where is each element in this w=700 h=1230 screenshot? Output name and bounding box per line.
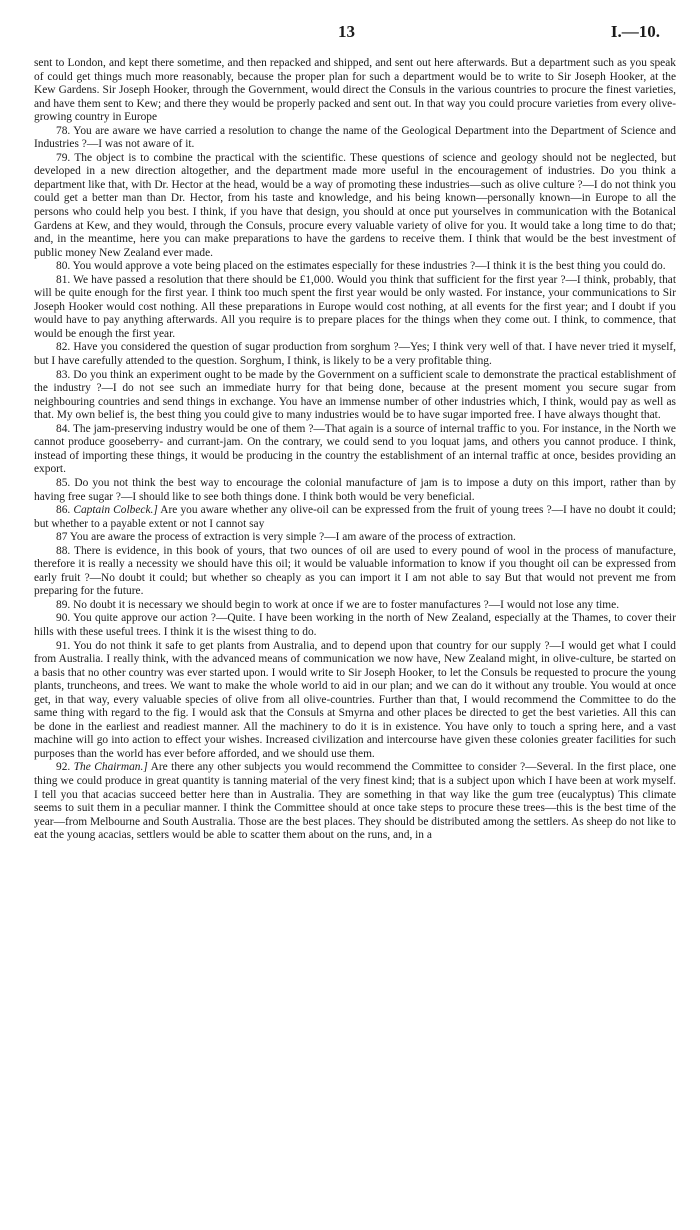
page-header [0,22,700,46]
paragraph-q90: 90. You quite approve our action ?—Quite. I have been working in the north of New Zealand, especially at the Thames, to cover their hills with these useful trees. I think it is the wisest thing to do. [34,612,676,638]
paragraph-q85: 85. Do you not think the best way to encourage the colonial manufacture of jam is to impose a duty on this import, rather than by having free sugar ?—I should like to see both things done. I think both would be very beneficial. [34,476,676,503]
paragraph-text: Are there any other subjects you would recommend the Committee to consider ?—Several. In the first place, one thing we could produce in great quantity is tanning material of the very finest kind; that is a subject upon which I have been at work myself. I tell you that acacias succeed better here than in Australia. They are something in that way like the gum tree (eucalyptus) This climate seems to suit them in a peculiar manner. I think the Committee should at once take steps to procure these trees—this is the best time of the year—from Melbourne and South Australia. Those are the best places. They should be distributed among the settlers. As sheep do not like to eat the young acacias, settlers would be able to scatter them about on the runs, and, in a [34,761,676,842]
paragraph-q91: 91. You do not think it safe to get plants from Australia, and to depend upon that country for our supply ?—I would get what I could from Australia. I really think, with the advanced means of communication we now have, New Zealand might, in olive-culture, be started on a basis that no other country was ever started upon. I would write to Sir Joseph Hooker, to let the Consuls be requested to procure the young plants, truncheons, and trees. We want to make the whole world to aid in our plan; and we can do it without any trouble. You would at once get, in that way, every valuable species of olive from all olive-countries. Further than that, I would recommend the Committee to do the same thing with regard to the fig. I would ask that the Consuls at Smyrna and other places be directed to get the best varieties. All this can be done in the earliest and readiest manner. All the machinery to do it is in existence. You have only to touch a spring here, and a vast machine will go into action to effect your wishes. Increased civilization and intercourse have given these colonies greater facilities for such purposes than the world has ever before afforded, and we should use them. [34,639,676,760]
paragraph-q78: 78. You are aware we have carried a resolution to change the name of the Geological Department into the Department of Science and Industries ?—I was not aware of it. [34,124,676,151]
paragraph-q79: 79. The object is to combine the practical with the scientific. These questions of science and geology should not be neglected, but developed in a new direction altogether, and the department made more useful in the encouragement of industries. Do you think a department like that, with Dr. Hector at the head, would be a way of promoting these industries—such as olive culture ?—I do not think you could get a better man than Dr. Hector, from his taste and knowledge, and his being known—personally known—in Europe to all the persons who could help you best. I think, if you have that design, you should at once put yourselves in communication with the Botanical Gardens at Kew, and they would, through the Consuls, procure every valuable variety of olive for you. It would take a long time to do that; and, in the meantime, here you can make preparations to have the gardens to receive them. I think that would be the best investment of public money New Zealand ever made. [34,151,676,259]
paper-reference: I.—10. [610,22,660,41]
evidence-body [34,57,676,843]
paragraph-q92 [34,761,676,842]
paragraph-q82: 82. Have you considered the question of sugar production from sorghum ?—Yes; I think very well of that. I have never tried it myself, but I have carefully attended to the question. Sorghum, I think, is likely to be a very profitable thing. [34,341,676,368]
paragraph-q86 [34,504,676,531]
paragraph-q89: 89. No doubt it is necessary we should begin to work at once if we are to foster manufactures ?—I would not lose any time. [56,598,620,611]
paragraph-continuation: sent to London, and kept there sometime, and then repacked and shipped, and sent out here afterwards. But a department such as you speak of could get things much more reasonably, because the proper plan for such a department would be to write to Sir Joseph Hooker, at the Kew Gardens. Sir Joseph Hooker, through the Government, would direct the Consuls in the various countries to procure the finest varieties, and have them sent to Kew; and there they would be properly packed and sent out. In that way you could procure varieties from every olive-growing country in Europe [34,57,676,124]
paragraph-q80: 80. You would approve a vote being placed on the estimates especially for these industries ?—I think it is the best thing you could do. [56,260,666,273]
question-number: 86. [56,504,74,517]
speaker-name: The Chairman.] [73,761,148,774]
paragraph-q83: 83. Do you think an experiment ought to be made by the Government on a sufficient scale to demonstrate the practical establishment of the industry ?—I do not see such an immediate hurry for that being done, because at the present moment you secure sugar from neighbouring countries and send things in exchange. You have an immense number of other industries which, I think, would pay as well as that. My own belief is, the best thing you could give to many industries would be to have sugar imported free. I have always thought that. [34,368,676,422]
paragraph-text: Are you aware whether any olive-oil can be expressed from the fruit of young trees ?—I have no doubt it could; but whether to a payable extent or not I cannot say [34,504,677,530]
paragraph-q84: 84. The jam-preserving industry would be one of them ?—That again is a source of internal traffic to you. For instance, in the North we cannot produce gooseberry- and currant-jam. On the contrary, we could send to you loquat jams, and others you cannot produce. I think, instead of importing these things, it would be producing in the country the establishment of an internal traffic at once, besides providing an export. [34,422,676,476]
page-number: 13 [338,22,355,41]
question-number: 92. [56,761,74,774]
paragraph-q81: 81. We have passed a resolution that there should be £1,000. Would you think that sufficient for the first year ?—I think, probably, that will be quite enough for the first year. I think too much spent the first year would be only wasted. For instance, your communications to Sir Joseph Hooker would cost nothing. All these preparations in Europe would cost nothing, at all events for the first year; and I doubt if you would have to pay anything afterwards. All you require is to prepare places for the things when they come out. I think, to commence, that would be enough the first year. [34,273,676,340]
paragraph-q88: 88. There is evidence, in this book of yours, that two ounces of oil are used to every pound of wool in the process of manufacture, therefore it is really a necessity we should have this oil; it would be valuable information to know if you thought oil can be expressed from early fruit ?—No doubt it could; but whether so cheaply as you can import it I am not able to say But that would not prevent me from preparing for the future. [34,544,676,598]
speaker-name: Captain Colbeck.] [73,504,158,517]
paragraph-q87: 87 You are aware the process of extraction is very simple ?—I am aware of the process of extraction. [56,531,516,544]
